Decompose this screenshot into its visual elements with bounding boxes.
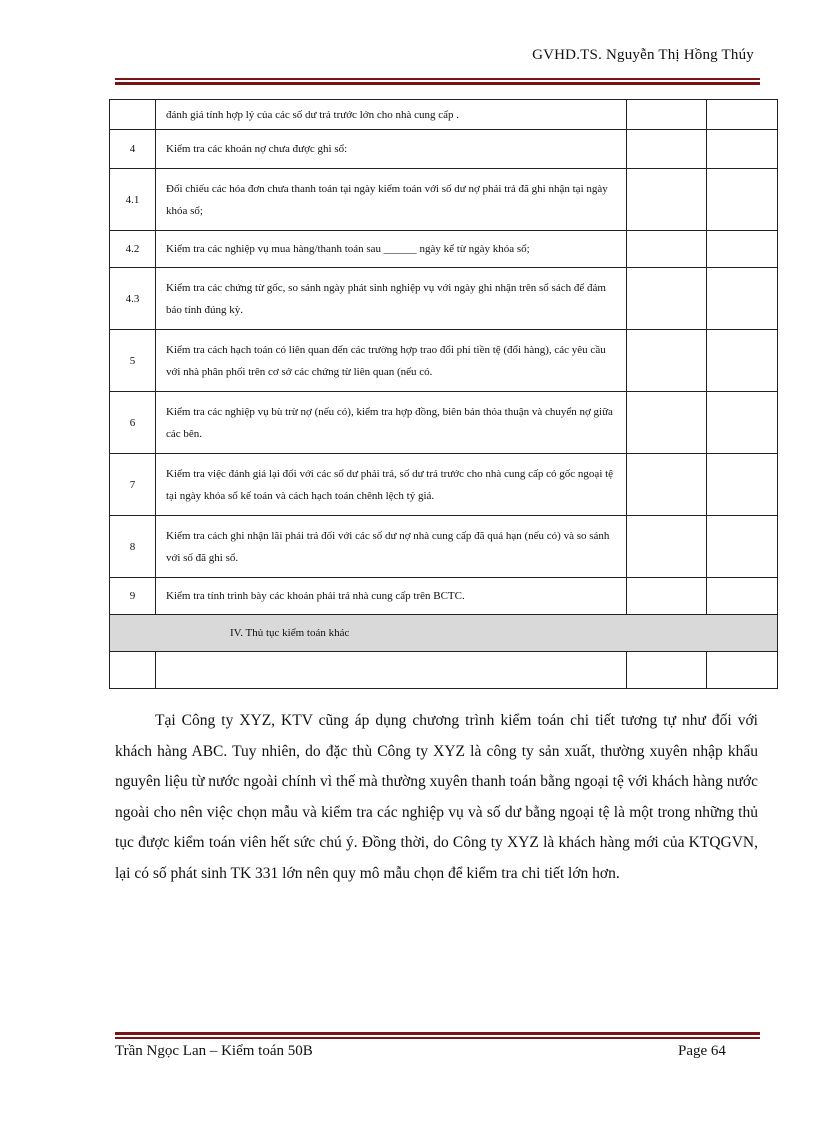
row-cell-empty (627, 516, 707, 578)
footer-author: Trần Ngọc Lan – Kiểm toán 50B (115, 1043, 313, 1059)
table-row (110, 100, 778, 130)
page-number: Page 64 (678, 1043, 726, 1059)
row-cell-empty (707, 130, 778, 169)
row-cell-empty (707, 268, 778, 330)
row-cell-empty (627, 130, 707, 169)
row-cell-empty (707, 652, 778, 689)
row-number (110, 100, 156, 130)
table-row (110, 231, 778, 268)
row-text: Kiểm tra cách ghi nhận lãi phải trả đối với các số dư nợ nhà cung cấp đã quá hạn (nếu có) và so sánh với số đã ghi sổ. (156, 516, 627, 578)
table-row (110, 578, 778, 615)
section-row (110, 615, 778, 652)
row-cell-empty (627, 100, 707, 130)
row-number: 6 (110, 392, 156, 454)
header-rule (115, 78, 760, 85)
table-row (110, 130, 778, 169)
row-cell-empty (110, 652, 156, 689)
row-cell-empty (707, 231, 778, 268)
table-row (110, 392, 778, 454)
row-number: 4.1 (110, 169, 156, 231)
row-number: 4.3 (110, 268, 156, 330)
row-cell-empty (156, 652, 627, 689)
row-cell-empty (627, 652, 707, 689)
row-cell-empty (707, 516, 778, 578)
row-text: Kiểm tra các khoản nợ chưa được ghi sổ: (156, 130, 627, 169)
audit-procedure-table (109, 99, 778, 689)
body-paragraph (115, 706, 758, 889)
row-text: Kiểm tra các chứng từ gốc, so sánh ngày phát sinh nghiệp vụ với ngày ghi nhận trên sổ sách để đảm bảo tính đúng kỳ. (156, 268, 627, 330)
row-number: 8 (110, 516, 156, 578)
row-cell-empty (707, 392, 778, 454)
table-row (110, 516, 778, 578)
row-cell-empty (707, 100, 778, 130)
row-number: 7 (110, 454, 156, 516)
row-cell-empty (627, 268, 707, 330)
table-row (110, 454, 778, 516)
table-row (110, 330, 778, 392)
body-paragraph-text: Tại Công ty XYZ, KTV cũng áp dụng chương trình kiểm toán chi tiết tương tự như đối với khách hàng ABC. Tuy nhiên, do đặc thù Công ty XYZ là công ty sản xuất, thường xuyên nhập khẩu nguyên liệu từ nước ngoài chính vì thế mà thường xuyên thanh toán bằng ngoại tệ với khách hàng nước ngoài cho nên việc chọn mẫu và kiểm tra các nghiệp vụ và số dư bằng ngoại tệ là một trong những thủ tục được kiểm toán viên hết sức chú ý. Đồng thời, do Công ty XYZ là khách hàng mới của KTQGVN, lại có số phát sinh TK 331 lớn nên quy mô mẫu chọn để kiểm tra chi tiết lớn hơn. (115, 712, 758, 882)
section-cell (110, 615, 778, 652)
table-row (110, 169, 778, 231)
row-cell-empty (707, 330, 778, 392)
row-cell-empty (627, 392, 707, 454)
row-cell-empty (627, 578, 707, 615)
row-text: Kiểm tra tính trình bày các khoản phải trả nhà cung cấp trên BCTC. (156, 578, 627, 615)
row-number: 4 (110, 130, 156, 169)
row-text: Kiểm tra việc đánh giá lại đối với các số dư phải trả, số dư trả trước cho nhà cung cấp có gốc ngoại tệ tại ngày khóa sổ kế toán và cách hạch toán chênh lệch tỷ giá. (156, 454, 627, 516)
row-number: 5 (110, 330, 156, 392)
row-cell-empty (627, 169, 707, 231)
row-text: đánh giá tính hợp lý của các số dư trả trước lớn cho nhà cung cấp . (156, 100, 627, 130)
row-number: 4.2 (110, 231, 156, 268)
row-cell-empty (707, 169, 778, 231)
footer-rule (115, 1032, 760, 1039)
row-text: Đối chiếu các hóa đơn chưa thanh toán tại ngày kiểm toán với số dư nợ phải trả đã ghi nhận tại ngày khóa sổ; (156, 169, 627, 231)
row-text: Kiểm tra các nghiệp vụ bù trừ nợ (nếu có), kiểm tra hợp đồng, biên bản thỏa thuận và chuyển nợ giữa các bên. (156, 392, 627, 454)
section-title: IV. Thủ tục kiểm toán khác (230, 627, 350, 639)
row-number: 9 (110, 578, 156, 615)
row-cell-empty (707, 578, 778, 615)
row-cell-empty (707, 454, 778, 516)
table-row (110, 268, 778, 330)
header-advisor: GVHD.TS. Nguyễn Thị Hồng Thúy (532, 47, 754, 63)
row-text: Kiểm tra cách hạch toán có liên quan đến các trường hợp trao đổi phi tiền tệ (đổi hàng), các yêu cầu với nhà phân phối trên cơ sở các chứng từ liên quan (nếu có. (156, 330, 627, 392)
table-row-empty (110, 652, 778, 689)
row-cell-empty (627, 231, 707, 268)
row-text: Kiểm tra các nghiệp vụ mua hàng/thanh toán sau ______ ngày kể từ ngày khóa sổ; (156, 231, 627, 268)
row-cell-empty (627, 330, 707, 392)
row-cell-empty (627, 454, 707, 516)
